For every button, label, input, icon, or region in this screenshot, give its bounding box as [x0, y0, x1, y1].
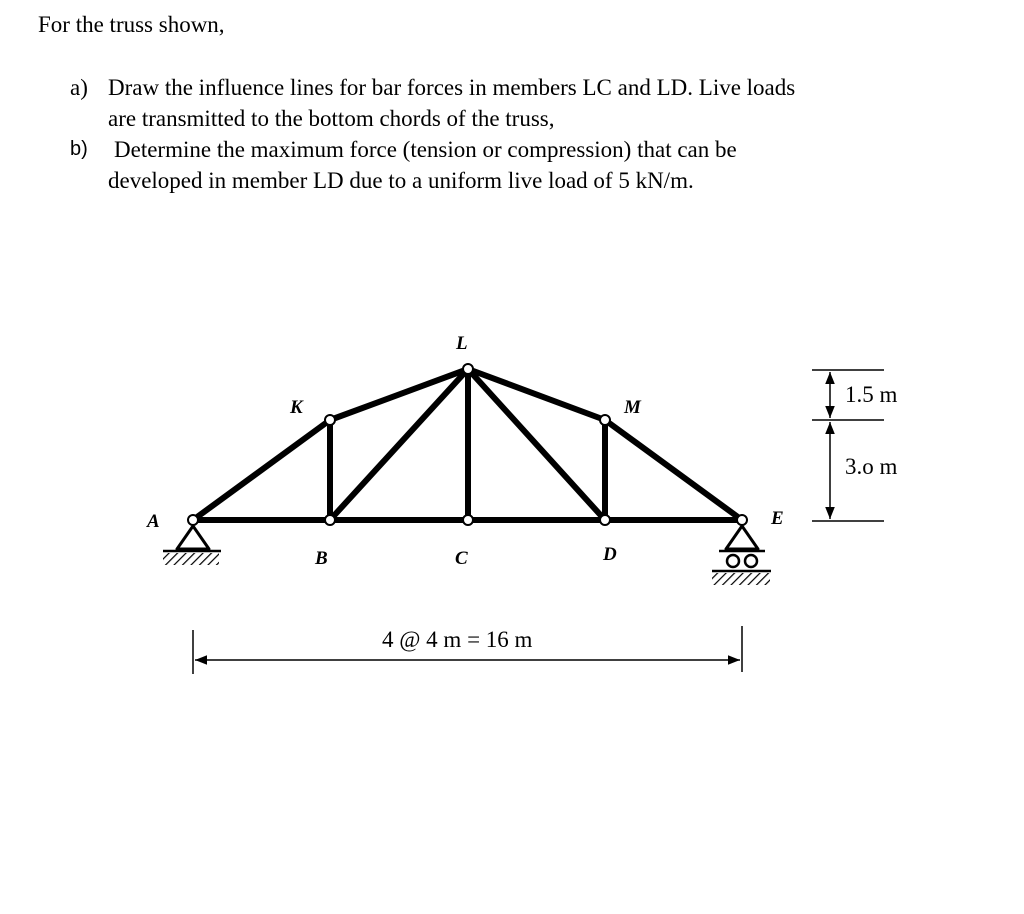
lower-rise-label: 3.o m [845, 454, 898, 479]
span-dimension [193, 622, 742, 674]
part-b-label: b) [70, 138, 88, 160]
node-label-K: K [290, 397, 303, 418]
joint-B [325, 515, 335, 525]
joint-K [325, 415, 335, 425]
node-label-L: L [456, 333, 468, 354]
node-label-C: C [455, 548, 468, 569]
node-label-E: E [771, 508, 784, 529]
joint-E [737, 515, 747, 525]
upper-rise-label: 1.5 m [845, 382, 898, 407]
span-dimension-label: 4 @ 4 m = 16 m [382, 627, 533, 652]
joint-C [463, 515, 473, 525]
joint-A [188, 515, 198, 525]
joint-L [463, 364, 473, 374]
part-a-line1: Draw the influence lines for bar forces in members LC and LD. Live loads [108, 75, 796, 100]
pin-support-A [163, 526, 221, 565]
part-a-label: a) [70, 75, 88, 100]
node-label-M: M [624, 397, 641, 418]
member-AK [193, 420, 330, 520]
truss-members [193, 369, 742, 520]
node-label-B: B [315, 548, 328, 569]
part-a-line2: are transmitted to the bottom chords of the truss, [108, 106, 555, 131]
joint-D [600, 515, 610, 525]
node-label-A: A [147, 511, 160, 532]
roller-support-E [712, 526, 771, 585]
joint-M [600, 415, 610, 425]
member-ME [605, 420, 742, 520]
part-b-line2: developed in member LD due to a uniform live load of 5 kN/m. [108, 168, 694, 193]
problem-intro: For the truss shown, [38, 12, 225, 37]
height-dimensions [812, 370, 898, 521]
part-b-line1: Determine the maximum force (tension or compression) that can be [114, 137, 737, 162]
node-label-D: D [603, 544, 617, 565]
